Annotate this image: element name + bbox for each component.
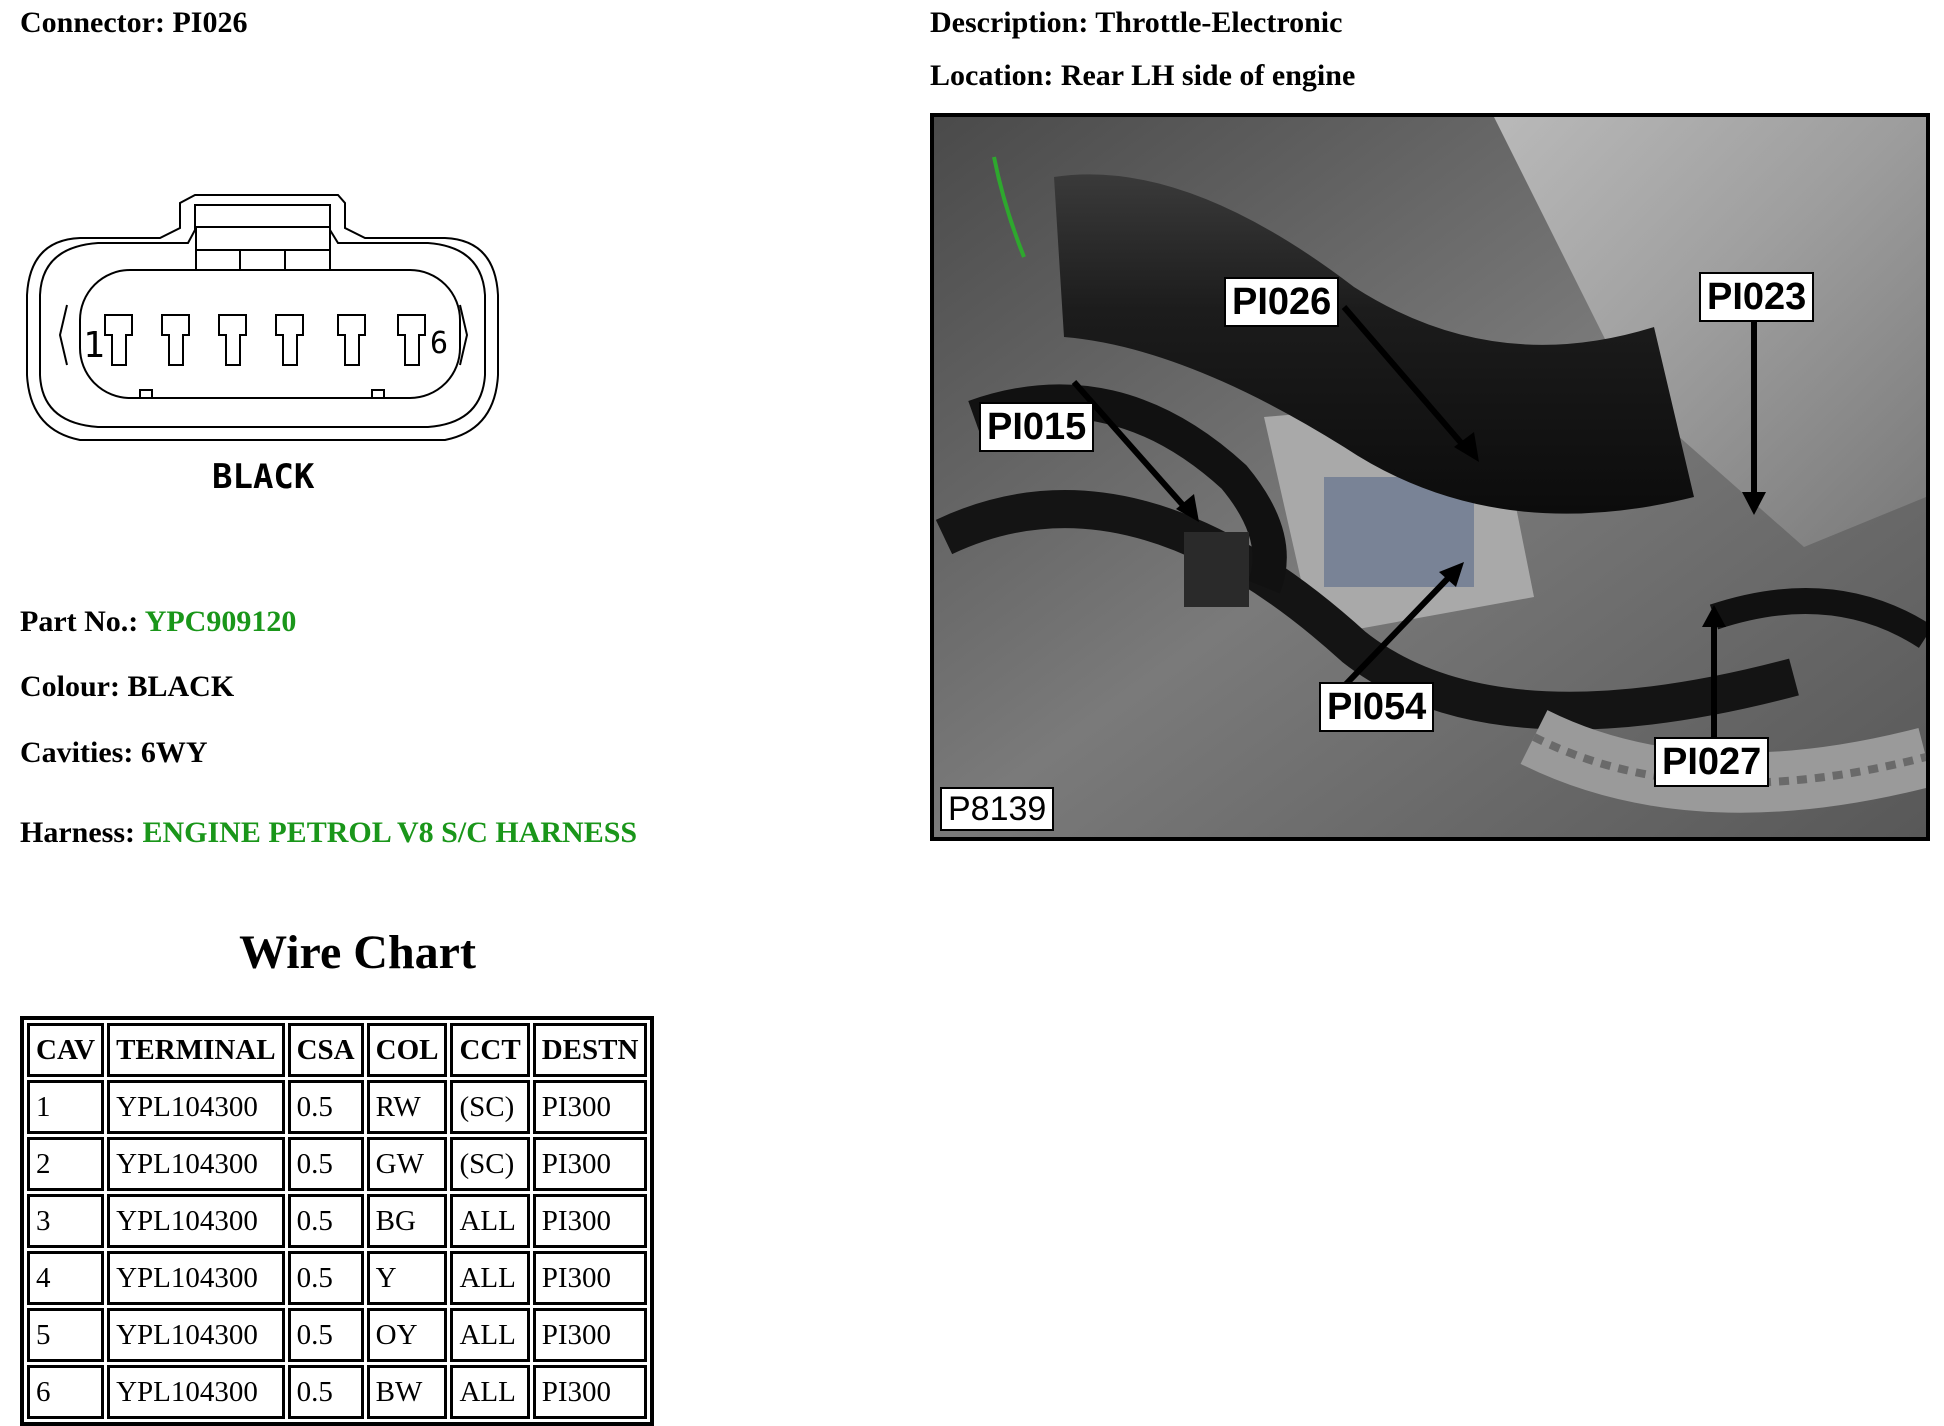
harness-line: Harness: ENGINE PETROL V8 S/C HARNESS (20, 816, 638, 849)
location-line: Location: Rear LH side of engine (930, 59, 1356, 92)
col-destn-header: DESTN (533, 1023, 648, 1077)
cell-cct: (SC) (450, 1080, 529, 1134)
cell-cct: ALL (450, 1365, 529, 1419)
cell-terminal: YPL104300 (107, 1080, 285, 1134)
cell-col: Y (367, 1251, 448, 1305)
cell-col: BW (367, 1365, 448, 1419)
colour-line: Colour: BLACK (20, 670, 235, 703)
cell-destn: PI300 (533, 1251, 648, 1305)
connector-face-diagram (20, 185, 505, 505)
callout-pi027: PI027 (1654, 737, 1769, 787)
cell-destn: PI300 (533, 1365, 648, 1419)
pin-6-label: 6 (430, 326, 449, 361)
callout-pi026: PI026 (1224, 277, 1339, 327)
engine-location-photo (930, 113, 1930, 841)
part-number-line: Part No.: YPC909120 (20, 605, 297, 638)
table-row (27, 1080, 647, 1134)
cell-cav: 3 (27, 1194, 104, 1248)
wire-chart-table (20, 1016, 654, 1426)
description-line: Description: Throttle-Electronic (930, 6, 1343, 39)
cell-col: BG (367, 1194, 448, 1248)
col-cav-header: CAV (27, 1023, 104, 1077)
photo-reference-id: P8139 (940, 787, 1054, 831)
cell-cct: ALL (450, 1308, 529, 1362)
cell-col: RW (367, 1080, 448, 1134)
wire-chart-title: Wire Chart (239, 926, 476, 979)
cell-col: GW (367, 1137, 448, 1191)
pin-1-label: 1 (83, 325, 105, 366)
cell-cct: ALL (450, 1194, 529, 1248)
cell-cct: (SC) (450, 1137, 529, 1191)
table-row (27, 1137, 647, 1191)
cell-cav: 4 (27, 1251, 104, 1305)
table-row (27, 1194, 647, 1248)
harness-link[interactable]: ENGINE PETROL V8 S/C HARNESS (142, 816, 638, 849)
part-number-link[interactable]: YPC909120 (144, 605, 297, 638)
cell-terminal: YPL104300 (107, 1308, 285, 1362)
cell-csa: 0.5 (288, 1308, 364, 1362)
cell-destn: PI300 (533, 1194, 648, 1248)
col-col-header: COL (367, 1023, 448, 1077)
connector-outer-shell (27, 195, 498, 440)
connector-colour-text: BLACK (212, 457, 315, 497)
cell-destn: PI300 (533, 1137, 648, 1191)
table-row (27, 1308, 647, 1362)
connector-line: Connector: PI026 (20, 6, 248, 39)
cell-cav: 2 (27, 1137, 104, 1191)
col-csa-header: CSA (288, 1023, 364, 1077)
cell-col: OY (367, 1308, 448, 1362)
cell-cav: 1 (27, 1080, 104, 1134)
table-row (27, 1365, 647, 1419)
terminal-slots (105, 315, 425, 365)
cell-csa: 0.5 (288, 1365, 364, 1419)
cell-csa: 0.5 (288, 1251, 364, 1305)
cell-csa: 0.5 (288, 1194, 364, 1248)
cell-terminal: YPL104300 (107, 1137, 285, 1191)
table-row (27, 1251, 647, 1305)
connector-latch (196, 227, 330, 250)
cell-csa: 0.5 (288, 1137, 364, 1191)
callout-pi054: PI054 (1319, 682, 1434, 732)
cell-destn: PI300 (533, 1308, 648, 1362)
cell-cct: ALL (450, 1251, 529, 1305)
col-terminal-header: TERMINAL (107, 1023, 285, 1077)
cell-csa: 0.5 (288, 1080, 364, 1134)
callout-pi023: PI023 (1699, 272, 1814, 322)
callout-pi015: PI015 (979, 402, 1094, 452)
cavities-line: Cavities: 6WY (20, 736, 208, 769)
cell-cav: 6 (27, 1365, 104, 1419)
cell-terminal: YPL104300 (107, 1251, 285, 1305)
col-cct-header: CCT (450, 1023, 529, 1077)
cell-terminal: YPL104300 (107, 1365, 285, 1419)
table-header-row (27, 1023, 647, 1077)
cell-terminal: YPL104300 (107, 1194, 285, 1248)
cell-cav: 5 (27, 1308, 104, 1362)
cell-destn: PI300 (533, 1080, 648, 1134)
